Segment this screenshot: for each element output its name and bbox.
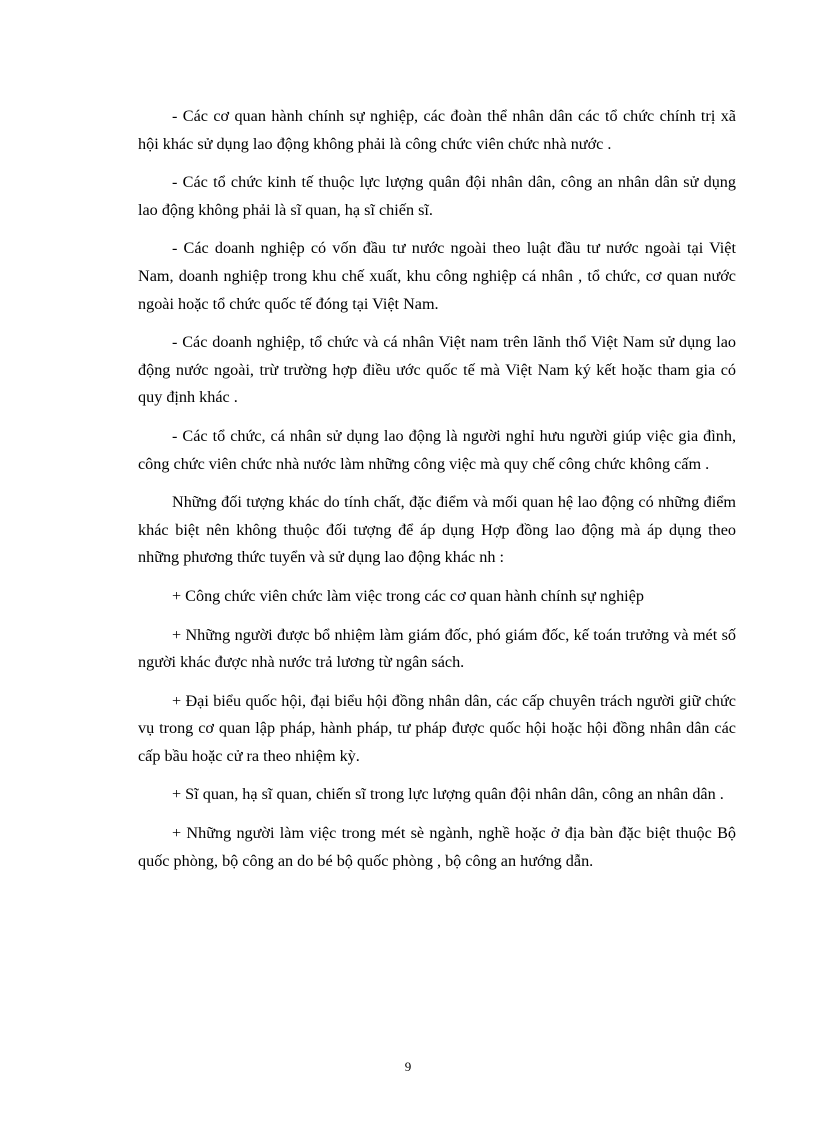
list-item-military-officers: + Sĩ quan, hạ sĩ quan, chiến sĩ trong lực lượng quân đội nhân dân, công an nhân dân . [172,785,724,804]
list-item-civil-servants: + Công chức viên chức làm việc trong các cơ quan hành chính sự nghiệp [172,586,644,605]
paragraph-foreign-investment: - Các doanh nghiệp có vốn đầu tư nước ngoài theo luật đầu tư nước ngoài tại Việt Nam, doanh nghiệp trong khu chế xuất, khu công nghiệp cá nhân , tổ chức, cơ quan nước ngoài hoặc tổ chức quốc tế đóng tại Việt Nam. [138,239,736,313]
page-number: 9 [404,1059,412,1074]
list-item-elected-deputies: + Đại biểu quốc hội, đại biểu hội đồng nhân dân, các cấp chuyên trách người giữ chức vụ trong cơ quan lập pháp, hành pháp, tư pháp được quốc hội hoặc hội đồng nhân dân các cấp bầu hoặc cử ra theo nhiệm kỳ. [138,691,736,765]
paragraph-military-economic-orgs: - Các tổ chức kinh tế thuộc lực lượng quân đội nhân dân, công an nhân dân sử dụng lao động không phải là sĩ quan, hạ sĩ chiến sĩ. [138,173,736,219]
paragraph-admin-agencies: - Các cơ quan hành chính sự nghiệp, các đoàn thể nhân dân các tổ chức chính trị xã hội khác sử dụng lao động không phải là công chức viên chức nhà nước . [138,107,736,153]
list-item-appointed-directors: + Những người được bổ nhiệm làm giám đốc, phó giám đốc, kế toán trưởng và mét số người khác được nhà nước trả lương từ ngân sách. [138,625,736,672]
document-body [138,103,736,886]
paragraph-foreign-labour: - Các doanh nghiệp, tổ chức và cá nhân Việt nam trên lãnh thổ Việt Nam sử dụng lao động nước ngoài, trừ trường hợp điều ước quốc tế mà Việt Nam ký kết hoặc tham gia có quy định khác . [138,333,736,407]
paragraph-other-subjects: Những đối tượng khác do tính chất, đặc điểm và mối quan hệ lao động có những điểm khác biệt nên không thuộc đối tượng để áp dụng Hợp đồng lao động mà áp dụng theo những phương thức tuyển và sử dụng lao động khác nh : [138,493,736,567]
paragraph-retirees-domestic: - Các tổ chức, cá nhân sử dụng lao động là người nghỉ hưu người giúp việc gia đình, công chức viên chức nhà nước làm những công việc mà quy chế công chức không cấm . [138,426,736,473]
list-item-special-sectors: + Những người làm việc trong mét sè ngành, nghề hoặc ở địa bàn đặc biệt thuộc Bộ quốc phòng, bộ công an do bé bộ quốc phòng , bộ công an hướng dẫn. [138,824,736,870]
